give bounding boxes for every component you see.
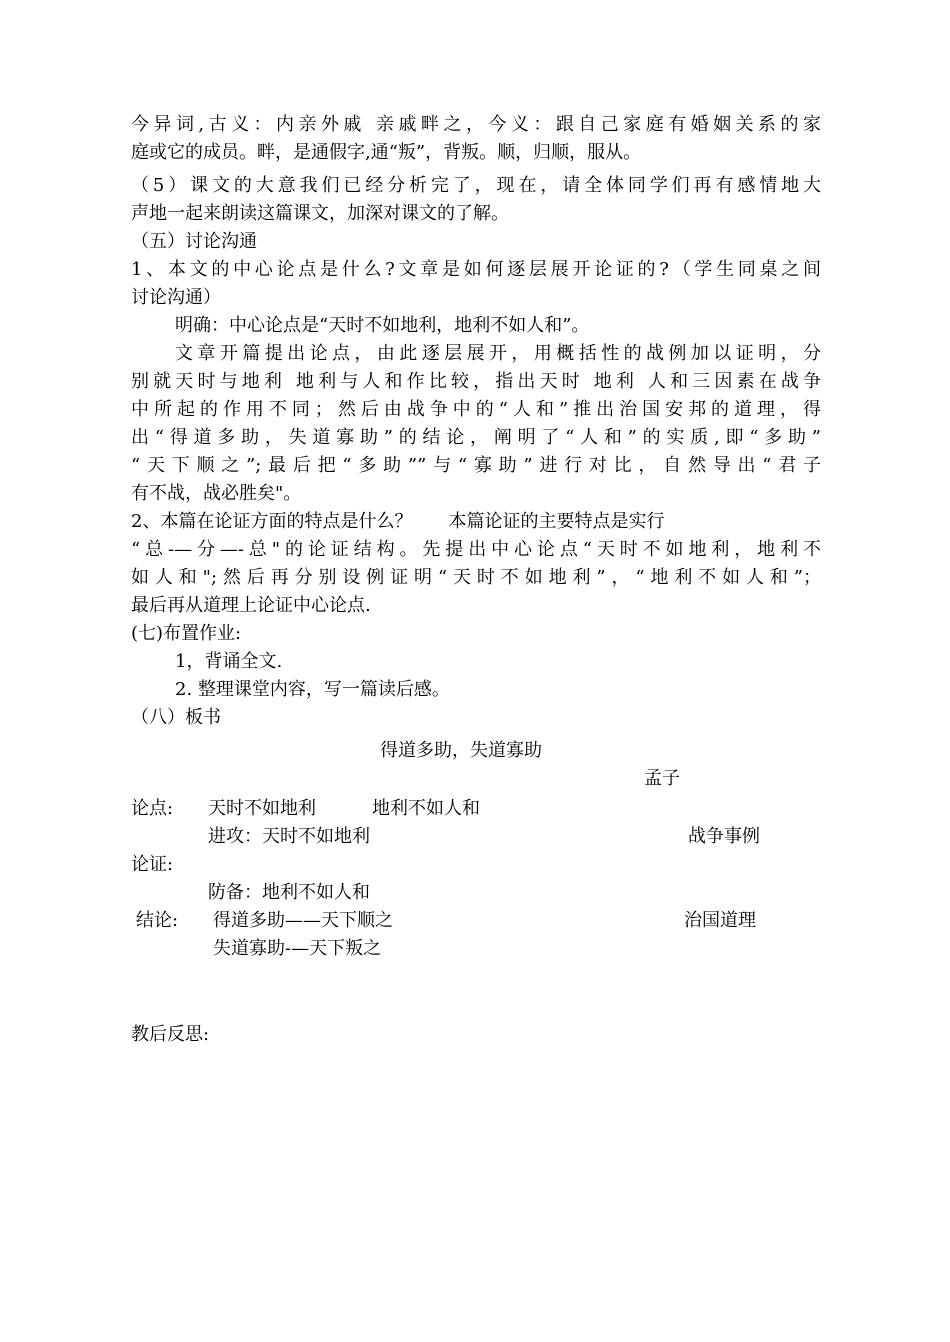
board-thesis-2: 地利不如人和 [372,798,480,819]
text-line: 中所起的作用不同；然后由战争中的“人和”推出治国安邦的道理，得 [131,399,821,420]
section-heading: (七)布置作业: [131,623,242,644]
text-line: “天下顺之”;最后把“多助””与“寡助”进行对比，自然导出“君子 [131,455,821,476]
text-line: 讨论沟通） [131,287,221,308]
text-line: 明确：中心论点是“天时不如地利，地利不如人和”。 [175,315,590,336]
text-line: 今异词,古义：内亲外戚 亲戚畔之，今义：跟自己家庭有婚姻关系的家 [131,114,821,135]
text-line: 别就天时与地利 地利与人和作比较，指出天时 地利 人和三因素在战争 [131,371,821,392]
text-line: 2、本篇在论证方面的特点是什么？ 本篇论证的主要特点是实行 [131,511,665,532]
board-label-thesis: 论点: [131,798,174,819]
board-thesis-1: 天时不如地利 [208,798,316,819]
text-line: 庭或它的成员。畔，是通假字,通“叛”，背叛。顺，归顺，服从。 [131,142,642,163]
board-title: 得道多助，失道寡助 [380,740,542,761]
section-heading: （五）讨论沟通 [131,231,257,252]
board-governing: 治国道理 [684,910,756,931]
list-item: 2. 整理课堂内容，写一篇读后感。 [175,679,450,700]
text-line: 1、本文的中心论点是什么?文章是如何逐层展开论证的?（学生同桌之间 [131,259,821,280]
board-attack: 进攻：天时不如地利 [208,826,370,847]
text-line: （5）课文的大意我们已经分析完了，现在，请全体同学们再有感情地大 [131,175,821,196]
board-war-examples: 战争事例 [688,826,760,847]
text-line: 如人和";然后再分别设例证明“天时不如地利”，“地利不如人和”； [131,567,821,588]
text-line: “总-—分—-总"的论证结构。先提出中心论点“天时不如地利，地利不 [131,539,821,560]
text-line: 文章开篇提出论点，由此逐层展开，用概括性的战例加以证明，分 [175,343,821,364]
text-line: 出“得道多助，失道寡助”的结论，阐明了“人和”的实质,即“多助” [131,427,821,448]
board-defense: 防备：地利不如人和 [208,882,370,903]
board-label-argument: 论证: [131,854,174,875]
text-line: 有不战，战必胜矣"。 [131,483,302,504]
board-author: 孟子 [644,768,680,789]
board-label-conclusion: 结论: [136,910,179,931]
list-item: 1，背诵全文. [175,651,283,672]
text-line: 声地一起来朗读这篇课文，加深对课文的了解。 [131,203,509,224]
board-conclusion-1: 得道多助——天下顺之 [213,910,393,931]
section-heading: （八）板书 [131,707,221,728]
board-conclusion-2: 失道寡助-—天下叛之 [213,938,382,959]
text-line: 最后再从道理上论证中心论点. [131,595,371,616]
reflection-label: 教后反思: [131,1024,210,1045]
